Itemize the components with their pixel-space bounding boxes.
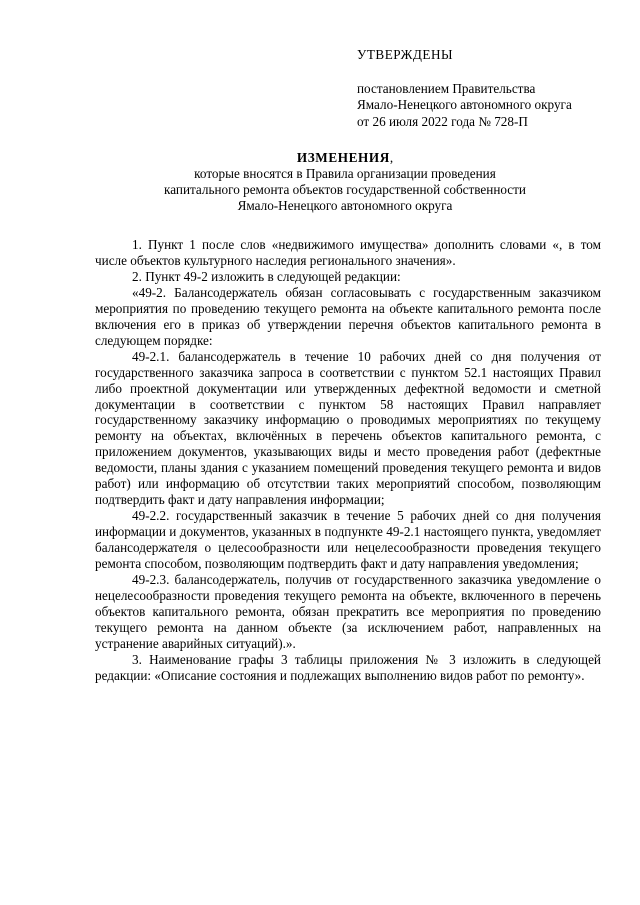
- document-body: [95, 237, 601, 684]
- heading-text: ИЗМЕНЕНИЯ: [296, 150, 390, 165]
- approved-label: УТВЕРЖДЕНЫ: [357, 47, 454, 62]
- approval-block: [357, 47, 617, 130]
- subtitle-line-3: Ямало-Ненецкого автономного округа: [237, 198, 453, 213]
- paragraph-5: 49-2.2. государственный заказчик в течение 5 рабочих дней со дня получения информации и документов, указанных в подпункте 49-2.1 настоящего пункта, уведомляет балансодержателя о целесообразности или нецелесообразности проведения текущего ремонта способом, позволяющим подтвердить факт и дату направления уведомления;: [95, 508, 601, 572]
- approval-line-1: постановлением Правительства: [357, 80, 536, 96]
- paragraph-4: 49-2.1. балансодержатель в течение 10 рабочих дней со дня получения от государственного заказчика запроса в соответствии с пунктом 52.1 настоящих Правил либо проектной документации или утвержденных дефектной ведомости и сметной документации в соответствии с пунктом 58 настоящих Правил направляет государственному заказчику информацию о проводимых мероприятиях по текущему ремонту на объектах, включённых в перечень объектов капитального ремонта, с приложением документов, указывающих виды и место проведения работ (дефектные ведомости, планы здания с указанием помещений проведения текущего ремонта и видов работ) или информацию об отсутствии таких мероприятий способом, позволяющим подтвердить факт и дату направления информации;: [95, 348, 601, 508]
- paragraph-6: 49-2.3. балансодержатель, получив от государственного заказчика уведомление о нецелесообразности проведения текущего ремонта на объекте, включенного в перечень объектов капитального ремонта, обязан прекратить все мероприятия по проведению текущего ремонта на данном объекте (за исключением работ, направленных на устранение аварийных ситуаций).».: [95, 572, 601, 651]
- approval-line-3: от 26 июля 2022 года № 728-П: [357, 113, 528, 129]
- paragraph-3: «49-2. Балансодержатель обязан согласовывать с государственным заказчиком мероприятия по проведению текущего ремонта на объекте капитального ремонта после включения его в приказ об утверждении перечня объектов капитального ремонта в следующем порядке:: [95, 284, 601, 348]
- title-block: [90, 150, 600, 214]
- subtitle-line-2: капитального ремонта объектов государственной собственности: [164, 182, 526, 197]
- paragraph-1: 1. Пункт 1 после слов «недвижимого имущества» дополнить словами «, в том числе объектов культурного наследия регионального значения».: [95, 237, 601, 268]
- subtitle-line-1: которые вносятся в Правила организации проведения: [194, 166, 496, 181]
- heading-suffix: ,: [389, 150, 394, 165]
- approval-line-2: Ямало-Ненецкого автономного округа: [357, 97, 572, 112]
- document-heading: [90, 150, 600, 166]
- paragraph-7: 3. Наименование графы 3 таблицы приложения № 3 изложить в следующей редакции: «Описание состояния и подлежащих выполнению видов работ по ремонту».: [95, 651, 601, 683]
- paragraph-2: 2. Пункт 49-2 изложить в следующей редакции:: [132, 268, 401, 284]
